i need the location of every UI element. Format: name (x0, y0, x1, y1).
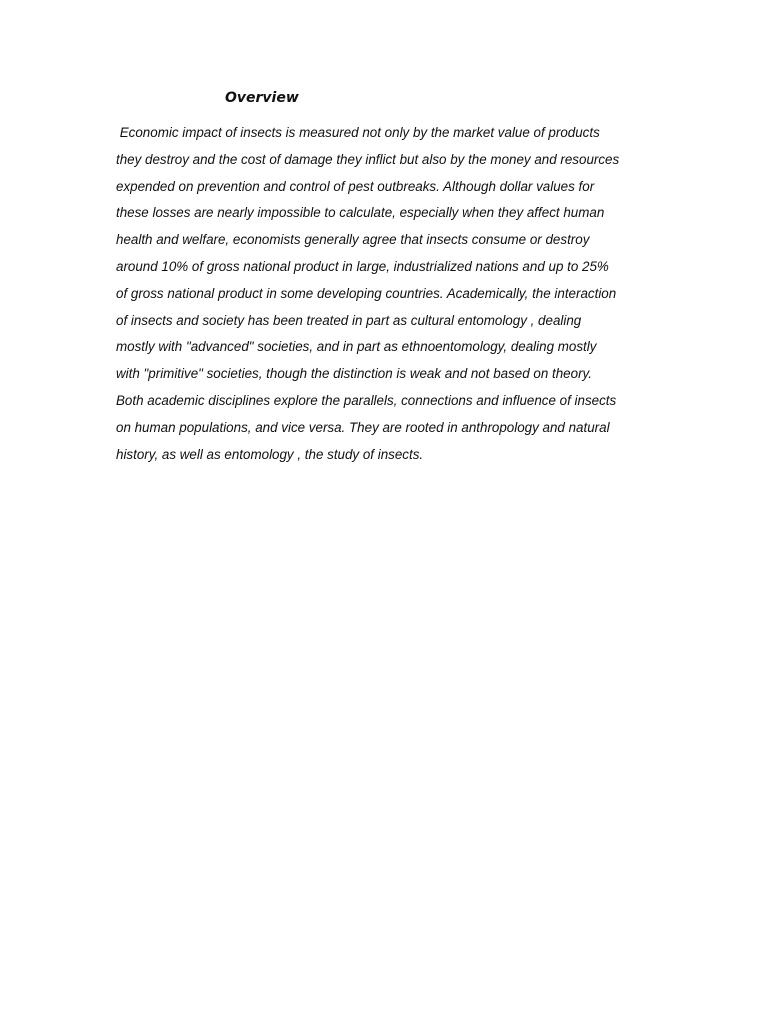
paragraph-line: history, as well as entomology , the study of insects. (116, 446, 424, 462)
paragraph-line: Economic impact of insects is measured not only by the market value of products (116, 125, 600, 140)
paragraph-line: of gross national product in some developing countries. Academically, the interaction (116, 285, 617, 301)
paragraph-line: with "primitive" societies, though the distinction is weak and not based on theory. (116, 366, 592, 382)
paragraph-line: they destroy and the cost of damage they inflict but also by the money and resources (116, 151, 620, 167)
paragraph-line: mostly with "advanced" societies, and in part as ethnoentomology, dealing mostly (116, 339, 597, 355)
paragraph-line: around 10% of gross national product in large, industrialized nations and up to 25% (116, 258, 609, 274)
paragraph-line: these losses are nearly impossible to calculate, especially when they affect human (116, 205, 605, 221)
overview-paragraph (116, 120, 656, 468)
paragraph-line: of insects and society has been treated in part as cultural entomology , dealing (116, 312, 582, 328)
paragraph-line: health and welfare, economists generally agree that insects consume or destroy (116, 232, 590, 248)
paragraph-line: Both academic disciplines explore the parallels, connections and influence of insects (116, 392, 617, 408)
paragraph-line: on human populations, and vice versa. They are rooted in anthropology and natural (116, 419, 610, 435)
overview-heading: Overview (225, 90, 299, 106)
paragraph-line: expended on prevention and control of pest outbreaks. Although dollar values for (116, 178, 595, 194)
